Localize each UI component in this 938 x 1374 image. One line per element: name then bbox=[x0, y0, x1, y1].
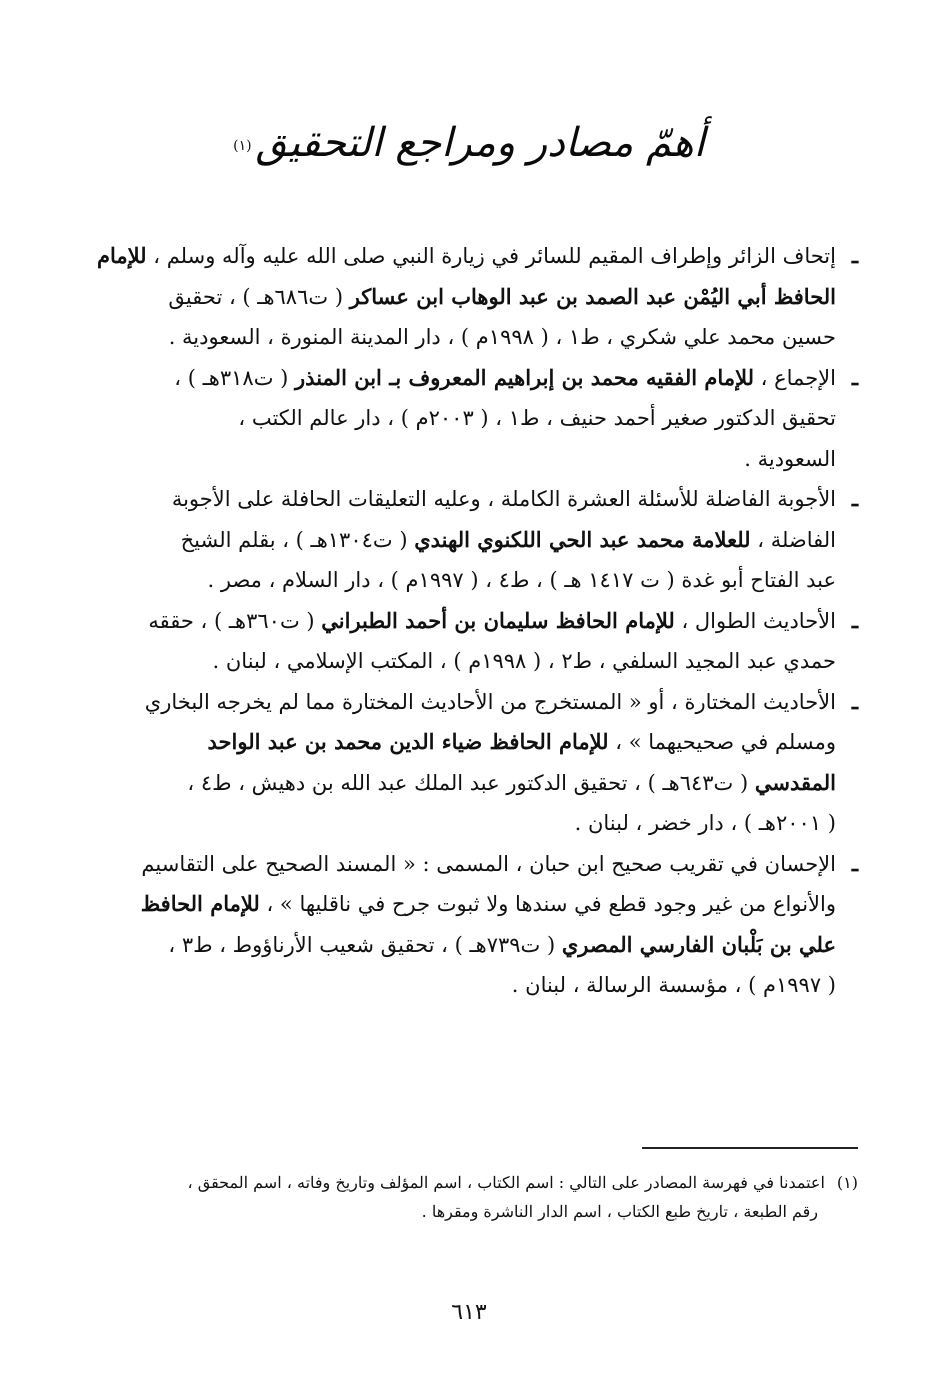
footnote-line-1 bbox=[85, 1168, 858, 1197]
entry-line bbox=[85, 965, 836, 1006]
reference-entry bbox=[85, 682, 858, 844]
entry-line bbox=[85, 925, 836, 966]
entry-line bbox=[85, 560, 836, 601]
entry-text: حمدي عبد المجيد السلفي ، ط٢ ، ( ١٩٩٨م ) ، المكتب الإسلامي ، لبنان . bbox=[212, 649, 836, 673]
entry-line bbox=[85, 398, 836, 439]
references-list bbox=[85, 236, 858, 1006]
entry-dash: ـ bbox=[851, 243, 858, 268]
entry-text: الأحاديث الطوال ، bbox=[674, 608, 836, 633]
footnote-text-1: اعتمدنا في فهرسة المصادر على التالي : اسم الكتاب ، اسم المؤلف وتاريخ وفاته ، اسم المحقق ، bbox=[187, 1173, 825, 1192]
author-bold-text: للإمام bbox=[97, 243, 147, 268]
footnote-line-2: رقم الطبعة ، تاريخ طبع الكتاب ، اسم الدار الناشرة ومقرها . bbox=[421, 1202, 818, 1221]
author-bold-text: المقدسي bbox=[754, 769, 836, 795]
entry-line bbox=[85, 317, 836, 358]
entry-dash: ـ bbox=[851, 607, 858, 633]
entry-line bbox=[85, 722, 836, 763]
entry-text: الفاضلة ، bbox=[750, 527, 836, 552]
footnote-number: (١) bbox=[836, 1173, 858, 1192]
entry-text: إتحاف الزائر وإطراف المقيم للسائر في زيارة النبي صلى الله عليه وآله وسلم ، bbox=[146, 244, 836, 268]
entry-text: تحقيق الدكتور صغير أحمد حنيف ، ط١ ، ( ٢٠٠٣م ) ، دار عالم الكتب ، bbox=[238, 406, 836, 430]
author-bold-text: الحافظ أبي اليُمْن عبد الصمد بن عبد الوهاب ابن عساكر bbox=[349, 283, 836, 309]
entry-line bbox=[85, 884, 836, 925]
entry-dash: ـ bbox=[851, 850, 858, 876]
entry-line bbox=[85, 520, 836, 561]
entry-line bbox=[85, 358, 836, 399]
entry-text: ومسلم في صحيحيهما » ، bbox=[608, 730, 836, 754]
entry-text: الأحاديث المختارة ، أو « المستخرج من الأحاديث المختارة مما لم يخرجه البخاري bbox=[144, 689, 836, 714]
entry-line bbox=[85, 682, 836, 723]
entry-text: ( ت٧٣٩هـ ) ، تحقيق شعيب الأرناؤوط ، ط٣ ، bbox=[168, 932, 562, 957]
entry-line bbox=[85, 803, 836, 844]
entry-dash: ـ bbox=[851, 688, 858, 714]
title-text: أهمّ مصادر ومراجع التحقيق bbox=[255, 120, 705, 166]
entry-text: ( ت٦٨٦هـ ) ، تحقيق bbox=[168, 284, 350, 309]
author-bold-text: للعلامة محمد عبد الحي اللكنوي الهندي bbox=[414, 526, 751, 552]
entry-dash: ـ bbox=[851, 364, 858, 390]
author-bold-text: للإمام الحافظ ضياء الدين محمد بن عبد الواحد bbox=[207, 729, 609, 754]
entry-line bbox=[85, 439, 836, 480]
entry-text: عبد الفتاح أبو غدة ( ت ١٤١٧ هـ ) ، ط٤ ، ( ١٩٩٧م ) ، دار السلام ، مصر . bbox=[207, 568, 836, 592]
entry-line bbox=[85, 763, 836, 804]
footnote bbox=[85, 1168, 858, 1226]
entry-line bbox=[85, 844, 836, 885]
entry-text: ( ٢٠٠١هـ ) ، دار خضر ، لبنان . bbox=[574, 811, 836, 835]
entry-line bbox=[85, 641, 836, 682]
entry-text: ( ت٣٦٠هـ ) ، حققه bbox=[148, 608, 322, 633]
entry-line bbox=[85, 479, 836, 520]
entry-line bbox=[85, 601, 836, 642]
entry-line bbox=[85, 277, 836, 318]
entry-text: ( ت١٣٠٤هـ ) ، بقلم الشيخ bbox=[180, 527, 415, 552]
footnote-divider bbox=[642, 1147, 858, 1149]
entry-text: الإجماع ، bbox=[754, 365, 836, 390]
entry-text: ( ت٦٤٣هـ ) ، تحقيق الدكتور عبد الملك عبد الله بن دهيش ، ط٤ ، bbox=[187, 770, 755, 795]
author-bold-text: للإمام الفقيه محمد بن إبراهيم المعروف بـ ابن المنذر bbox=[295, 364, 754, 390]
page-number: ٦١٣ bbox=[451, 1300, 487, 1325]
entry-dash: ـ bbox=[851, 486, 858, 511]
reference-entry bbox=[85, 479, 858, 601]
author-bold-text: للإمام الحافظ bbox=[140, 891, 260, 916]
reference-entry bbox=[85, 358, 858, 480]
author-bold-text: للإمام الحافظ سليمان بن أحمد الطبراني bbox=[321, 607, 675, 633]
entry-text: ( ت٣١٨هـ ) ، bbox=[174, 365, 296, 390]
page-title bbox=[0, 120, 938, 166]
title-footnote-ref: (١) bbox=[233, 137, 252, 154]
author-bold-text: علي بن بَلْبان الفارسي المصري bbox=[561, 931, 836, 957]
entry-text: الأجوبة الفاضلة للأسئلة العشرة الكاملة ، وعليه التعليقات الحافلة على الأجوبة bbox=[171, 487, 836, 511]
entry-text: الإحسان في تقريب صحيح ابن حبان ، المسمى : « المسند الصحيح على التقاسيم bbox=[141, 851, 836, 876]
entry-text: ( ١٩٩٧م ) ، مؤسسة الرسالة ، لبنان . bbox=[511, 973, 836, 997]
entry-text: السعودية . bbox=[744, 446, 836, 471]
entry-text: والأنواع من غير وجود قطع في سندها ولا ثبوت جرح في ناقليها » ، bbox=[259, 892, 836, 916]
reference-entry bbox=[85, 844, 858, 1006]
reference-entry bbox=[85, 236, 858, 358]
reference-entry bbox=[85, 601, 858, 682]
entry-line bbox=[85, 236, 836, 277]
entry-text: حسين محمد علي شكري ، ط١ ، ( ١٩٩٨م ) ، دار المدينة المنورة ، السعودية . bbox=[168, 325, 836, 349]
